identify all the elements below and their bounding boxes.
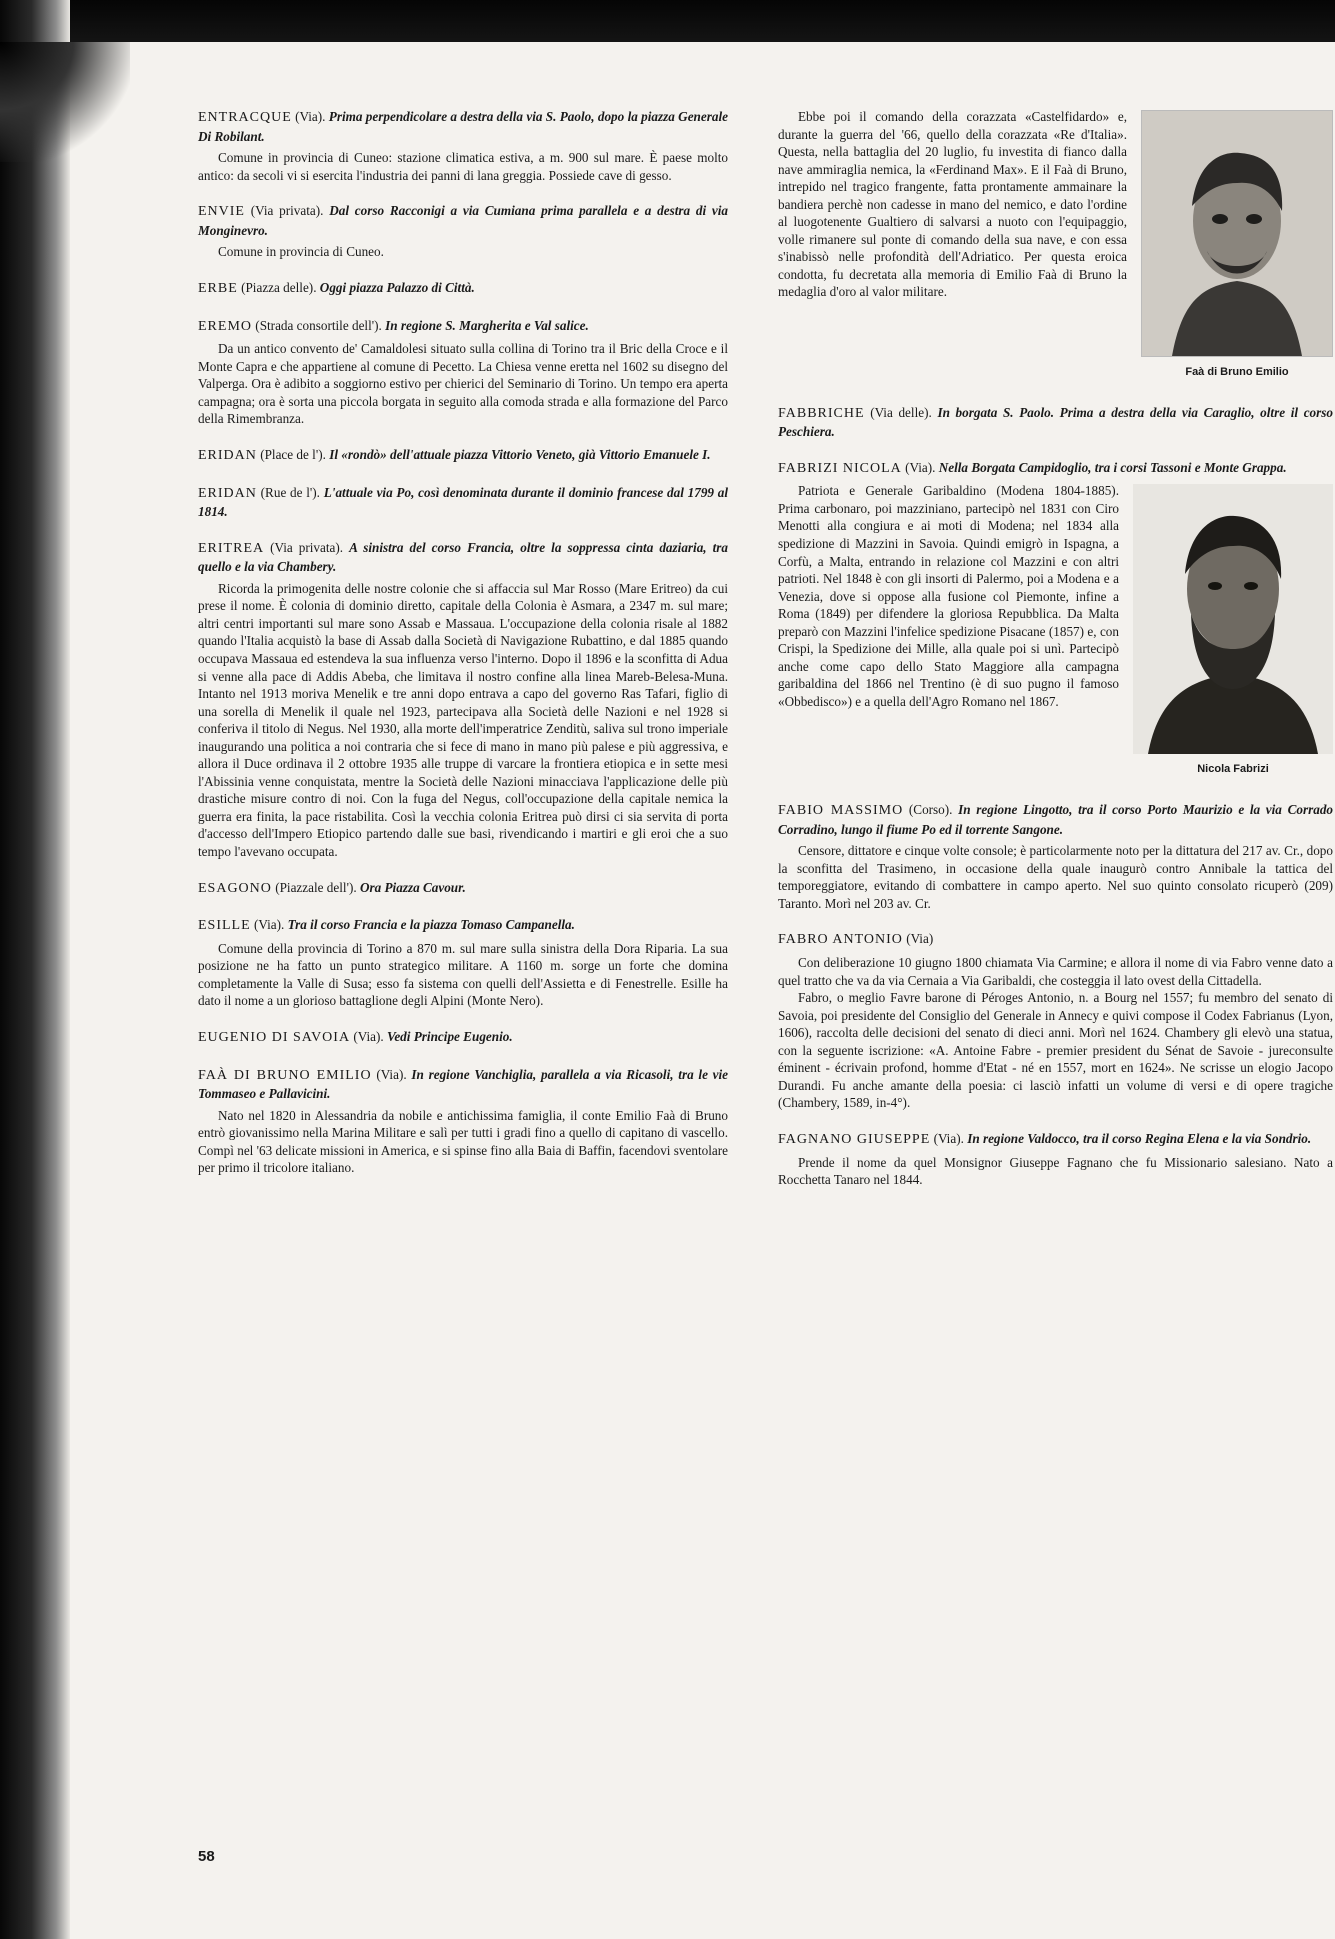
entry-location: Ora Piazza Cavour.	[359, 879, 466, 895]
entry-location: In regione Lingotto, tra il corso Porto Maurizio e la via Corrado Corradino, lungo il fiume Po ed il torrente Sangone.	[778, 802, 1334, 837]
entry-kind: (Via delle).	[870, 404, 932, 420]
entry-eugenio-di-savoia	[198, 1028, 728, 1048]
entry-location: Oggi piazza Palazzo di Città.	[319, 279, 475, 295]
entry-paragraph: Censore, dittatore e cinque volte console; è particolarmente noto per la dittatura del 217 av. Cr., dopo la sconfitta del Trasimeno, in occasione della quale inaugurò contro Annibale la tattica del temporeggiatore, evitando di combattere in campo aperto. Nel suo quinto consolato ricuperò (209) Taranto. Morì nel 203 av. Cr.	[778, 843, 1333, 911]
entry-paragraph: Prende il nome da quel Monsignor Giuseppe Fagnano che fu Missionario salesiano. Nato a Rocchetta Tanaro nel 1844.	[778, 1154, 1333, 1188]
entry-location: Prima perpendicolare a destra della via S. Paolo, dopo la piazza Generale Di Robilant.	[198, 109, 728, 144]
entry-esille	[198, 916, 728, 1010]
entry-fabro-antonio	[778, 930, 1333, 1112]
entry-kind: (Via).	[376, 1066, 407, 1082]
entry-kind: (Piazzale dell').	[275, 879, 357, 895]
entry-entracque	[198, 108, 728, 184]
entry-kind: (Via)	[906, 931, 934, 947]
entry-title: ERBE	[198, 280, 238, 296]
entry-location: Vedi Principe Eugenio.	[387, 1028, 513, 1044]
portrait-fabrizi-drawing	[1133, 484, 1333, 754]
scan-page-curl	[0, 42, 130, 162]
entry-location: Il «rondò» dell'attuale piazza Vittorio Veneto, già Vittorio Emanuele I.	[329, 446, 711, 462]
left-column	[198, 108, 728, 1195]
entry-kind: (Place de l').	[260, 446, 326, 462]
entry-kind: (Strada consortile dell').	[255, 317, 382, 333]
entry-paragraph: Ricorda la primogenita delle nostre colonie che si affaccia sul Mar Rosso (Mare Eritreo) da cui prese il nome. È colonia di dominio diretto, capitale della Colonia è Asmara, a 2347 m. sul mare; altri centri importanti sul mare sono Assab e Massaua. L'occupazione della colonia risale al 1882 quando l'Italia acquistò la base di Assab dalla Società di Navigazione Rubattino, e dal 1885 quando occupava Massaua ed estendeva la sua influenza verso l'interno. Dopo il 1896 e la sconfitta di Adua si venne alla pace di Addis Abeba, che limitava il nostro confine alla linea Mareb-Belesa-Muna. Intanto nel 1913 moriva Menelik e tre anni dopo entrava a capo del governo Ras Tafari, figlio di una sorella di Menelik il quale nel 1923, partecipava alla Società delle Nazioni e nel 1928 si conferiva il titolo di Negus. Nel 1930, alla morte dell'imperatrice Zenditù, saliva sul trono imperiale inaugurando una politica a noi contraria che si fece di mano in mano più palese e più aggressiva, e allora il Duce ordinava il 2 ottobre 1935 alle truppe di varcare la frontiera etiopica e in sette mesi l'Abissinia venne conquistata, mentre la Società delle Nazioni minacciava l'applicazione delle più drastiche misure contro di noi. Con la fuga del Negus, coll'occupazione della capitale nemica la guerra era finita, la pace ristabilita. Così la vecchia colonia Eritrea può dirsi ci sia servita di porta d'accesso dell'Impero Etiopico partendo dalle sue basi, rivendicando i martiri e gli eroi che a suo tempo l'avevano occupata.	[198, 580, 728, 860]
entry-title: ESAGONO	[198, 880, 272, 896]
portrait-caption: Faà di Bruno Emilio	[1185, 366, 1289, 378]
entry-location: Dal corso Racconigi a via Cumiana prima parallela e a destra di via Monginevro.	[198, 203, 729, 238]
entry-paragraph: Ebbe poi il comando della corazzata «Castelfidardo» e, durante la guerra del '66, quello della corazzata «Re d'Italia». Questa, nella battaglia del 20 luglio, fu investita di fianco dalla nave ammiraglia nemica, la «Ferdinand Max». E il Faà di Bruno, intrepido nel tragico frangente, fatta prontamente ammainare la bandiera perchè non cadesse in mano del nemico, e dato l'ordine al luogotenente Gualtiero di salvarsi a nuoto con l'equipaggio, volle rimanere sul ponte di comando della sua nave, e con essa s'inabissò nelle profondità dell'Adriatico. Per questa eroica condotta, fu decretata alla memoria di Emilio Faà di Bruno la medaglia d'oro al valor militare.	[778, 109, 1127, 300]
entry-kind: (Via).	[905, 459, 936, 475]
entry-title: ERIDAN	[198, 447, 257, 463]
entry-fabrizi-nicola	[778, 459, 1333, 783]
entry-paragraph: Nato nel 1820 in Alessandria da nobile e antichissima famiglia, il conte Emilio Faà di Bruno entrò giovanissimo nella Marina Militare e salì per tutti i gradi fino a quello di capitano di vascello. Compì nel '63 delicate missioni in America, e si spinse fino alla Baia di Baffin, facendovi sventolare per primo il tricolore italiano.	[198, 1107, 728, 1176]
entry-eridan-place	[198, 446, 728, 466]
entry-faa-di-bruno	[198, 1066, 728, 1177]
entry-location: In regione S. Margherita e Val salice.	[385, 317, 589, 333]
entry-title: EUGENIO DI SAVOIA	[198, 1029, 351, 1045]
entry-location: A sinistra del corso Francia, oltre la soppressa cinta daziaria, tra quello e la via Chambery.	[198, 539, 729, 575]
portrait-faa-di-bruno-drawing	[1142, 111, 1332, 356]
entry-title: FAGNANO GIUSEPPE	[778, 1131, 931, 1147]
entry-paragraph: Comune in provincia di Cuneo.	[218, 244, 384, 260]
entry-erbe	[198, 279, 728, 299]
entry-location: Nella Borgata Campidoglio, tra i corsi Tassoni e Monte Grappa.	[938, 459, 1287, 475]
entry-paragraph: Comune in provincia di Cuneo: stazione climatica estiva, a m. 900 sul mare. È paese molto antico: da secoli vi si esercita l'industria dei panni di lana greggia. Possiede cave di gesso.	[198, 150, 728, 183]
entry-title: FABBRICHE	[778, 405, 865, 421]
entry-kind: (Rue de l').	[260, 484, 320, 500]
entry-kind: (Via privata).	[270, 539, 344, 555]
scan-top-border	[0, 0, 1335, 42]
entry-eritrea	[198, 539, 728, 861]
entry-fabbriche	[778, 404, 1333, 441]
entry-title: ENVIE	[198, 204, 245, 220]
entry-title: ESILLE	[198, 918, 251, 934]
scan-left-border	[0, 0, 70, 1939]
portrait-caption: Nicola Fabrizi	[1197, 763, 1269, 776]
entry-esagono	[198, 879, 728, 899]
entry-title: FABIO MASSIMO	[778, 803, 904, 819]
entry-paragraph: Con deliberazione 10 giugno 1800 chiamata Via Carmine; e allora il nome di via Fabro venne dato a quel tratto che va da via Cernaia a Via Garibaldi, che costeggia il lato ovest della Cittadella.	[778, 954, 1333, 988]
entry-kind: (Via).	[933, 1130, 964, 1146]
entry-envie	[198, 202, 728, 261]
entry-faa-di-bruno-continued	[778, 108, 1333, 386]
entry-paragraph: Comune della provincia di Torino a 870 m. sul mare sulla sinistra della Dora Riparia. La sua posizione ne ha fatto un punto strategico militare. A 1160 m. sorge un forte che domina completamente la Valle di Susa; esso fa sistema con quelli dell'Assietta e di Fenestrelle. Esille ha dato il nome a un glorioso battaglione degli Alpini (Monte Nero).	[198, 940, 728, 1009]
entry-kind: (Via).	[253, 917, 285, 933]
right-column	[778, 108, 1333, 1207]
entry-location: In borgata S. Paolo. Prima a destra della via Caraglio, oltre il corso Peschiera.	[778, 404, 1333, 440]
entry-kind: (Via).	[353, 1028, 384, 1044]
entry-location: In regione Valdocco, tra il corso Regina Elena e la via Sondrio.	[967, 1130, 1312, 1146]
entry-eremo	[198, 317, 728, 428]
entry-title: ERIDAN	[198, 485, 257, 501]
entry-title: ERITREA	[198, 540, 265, 556]
entry-paragraph: Da un antico convento de' Camaldolesi situato sulla collina di Torino tra il Bric della Croce e il Monte Capra e che appartiene al comune di Pecetto. La Chiesa venne eretta nel 1602 su disegno del Valperga. Ora è adibito a soggiorno estivo per chierici del Seminario di Torino. Un tempo era aperta campagna; ora è sorta una piccola borgata in seguito alla comoda strada e alla formazione del Parco della Rimembranza.	[198, 341, 728, 427]
entry-paragraph: Fabro, o meglio Favre barone di Péroges Antonio, n. a Bourg nel 1557; fu membro del senato di Savoia, poi presidente del Consiglio del Generale in Annecy e quivi compose il Codex Fabrianus (Lyon, 1606), raccolta delle decisioni del senato di dieci anni. Morì nel 1624. Chambery gli elevò una statua, con la seguente iscrizione: «A. Antoine Fabre - premier president du Sénat de Savoie - jureconsulte éminent - écrivain profond, homme d'Etat - né en 1557, mort en 1624». Ne scrisse un elogio Jacopo Durandi. Fu anche amante della poesia: ci lasciò infatti un volume di versi e di opere tragiche (Chambery, 1589, in-4°).	[778, 990, 1333, 1111]
entry-title: FABRO ANTONIO	[778, 932, 903, 948]
portrait-figure	[1141, 110, 1333, 380]
entry-paragraph: Patriota e Generale Garibaldino (Modena 1804-1885). Prima carbonaro, poi mazziniano, partecipò nel 1831 con Ciro Menotti alla congiura e ai moti di Modena; nel 1834 alla spedizione di Mazzini in Savoia. Quindi emigrò in Ispagna, a Corfù, a Malta, entrando in relazione col Mazzini e con altri patrioti. Nel 1848 è con gli insorti di Palermo, poi a Modena e a Venezia, dove si oppose alla fusione col Piemonte, infine a Roma (1849) per difendere la gloriosa Repubblica. Da Malta preparò con Mazzini l'infelice spedizione Pisacane (1857) e, con Crispi, la Spedizione dei Mille, alla quale poi si unì. Partecipò anche come capo dello Stato Maggiore alla campagna garibaldina del 1866 nel Trentino (è di suo pugno il famoso «Obbedisco») e a quella dell'Agro Romano nel 1867.	[778, 483, 1119, 709]
entry-title: EREMO	[198, 318, 252, 334]
entry-location: In regione Vanchiglia, parallela a via Ricasoli, tra le vie Tommaseo e Pallavicini.	[198, 1066, 729, 1102]
entry-kind: (Corso).	[908, 802, 953, 818]
entry-fabio-massimo	[778, 801, 1333, 912]
entry-location: L'attuale via Po, così denominata durante il dominio francese dal 1799 al 1814.	[198, 484, 729, 520]
entry-fagnano-giuseppe	[778, 1130, 1333, 1189]
entry-kind: (Piazza delle).	[241, 279, 317, 295]
portrait-fabrizi-image	[1133, 484, 1333, 754]
entry-kind: (Via).	[295, 109, 326, 124]
entry-kind: (Via privata).	[250, 203, 324, 219]
entry-eridan-rue	[198, 484, 728, 521]
entry-location: Tra il corso Francia e la piazza Tomaso Campanella.	[287, 917, 575, 933]
portrait-faa-di-bruno-image	[1141, 110, 1333, 357]
entry-title: FABRIZI NICOLA	[778, 460, 902, 476]
portrait-figure	[1133, 484, 1333, 777]
page-number: 58	[198, 1848, 215, 1865]
entry-title: ENTRACQUE	[198, 110, 292, 125]
entry-title: FAÀ DI BRUNO EMILIO	[198, 1067, 372, 1083]
